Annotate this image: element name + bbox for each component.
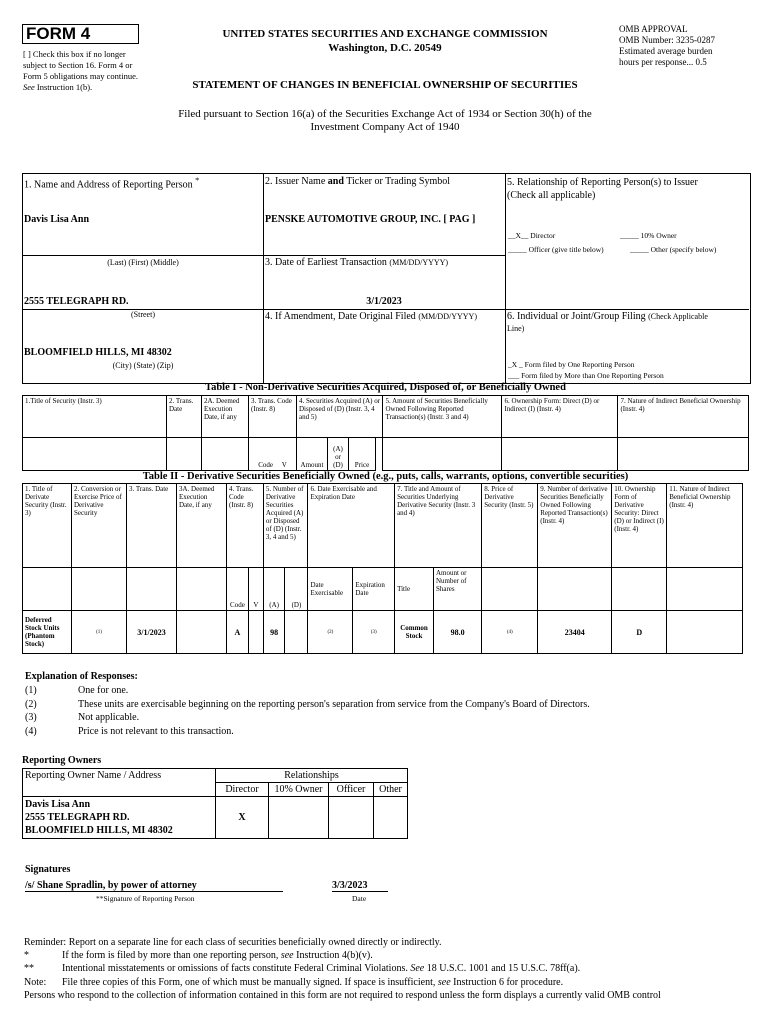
t2-col-number: 5. Number of Derivative Securities Acquired (A) or Disposed of (D) (Instr. 3, 4 and 5) bbox=[263, 484, 308, 568]
row-owned: 23404 bbox=[538, 611, 612, 654]
t1-col-nature: 7. Nature of Indirect Beneficial Ownership (Instr. 4) bbox=[618, 396, 749, 438]
omb-box bbox=[619, 24, 749, 68]
filing-opt-one: _X _ Form filed by One Reporting Person bbox=[508, 360, 635, 369]
row-security: Deferred Stock Units (Phantom Stock) bbox=[23, 611, 72, 654]
owners-col-name: Reporting Owner Name / Address bbox=[23, 769, 216, 783]
t1-col-date: 2. Trans. Date bbox=[167, 396, 202, 438]
table1: 1.Title of Security (Instr. 3) 2. Trans. Date 2A. Deemed Execution Date, if any 3. Trans. Code (Instr. 8) 4. Securities Acquired (A) or Disposed of (D) (Instr. 3, 4 and 5) 5. Amount of Securities Beneficially Owned Following Reported Transaction(s) (Instr. 3 and 4) 6. Ownership Form: Direct (D) or Indirect (I) (Instr. 4) 7. Nature of Indirect Beneficial Ownership (Instr. 4) Code V Amount (A) or (D) Price bbox=[22, 395, 749, 471]
street-hint: (Street) bbox=[131, 310, 155, 319]
owners-col-rel: Relationships bbox=[216, 769, 408, 783]
explanation-list bbox=[25, 684, 745, 738]
t2-col-title: 1. Title of Derivate Security (Instr. 3) bbox=[23, 484, 72, 568]
reminder: Reminder: Report on a separate line for each class of securities beneficially owned directly or indirectly. bbox=[24, 937, 442, 948]
row-code: A bbox=[227, 611, 249, 654]
row-title: Common Stock bbox=[395, 611, 434, 654]
table1-title: Table I - Non-Derivative Securities Acquired, Disposed of, or Beneficially Owned bbox=[205, 382, 566, 393]
row-date: 3/1/2023 bbox=[127, 611, 177, 654]
statement-title: STATEMENT OF CHANGES IN BENEFICIAL OWNERSHIP OF SECURITIES bbox=[192, 79, 578, 91]
form-title: FORM 4 bbox=[22, 24, 139, 44]
list-item: (4) Price is not relevant to this transaction. bbox=[25, 725, 234, 737]
table-row bbox=[23, 611, 743, 654]
filed-pursuant: Filed pursuant to Section 16(a) of the Securities Exchange Act of 1934 or Section 30(h) of the Investment Company Act of 1940 bbox=[178, 108, 592, 133]
t2-col-nature: 11. Nature of Indirect Beneficial Ownership (Instr. 4) bbox=[667, 484, 743, 568]
omb-hours: hours per response... 0.5 bbox=[619, 57, 707, 67]
t2-col-conv: 2. Conversion or Exercise Price of Derivative Security bbox=[72, 484, 127, 568]
t2-col-exercisable: 6. Date Exercisable and Expiration Date bbox=[308, 484, 395, 568]
t2-col-form: 10. Ownership Form of Derivative Security: Direct (D) or Indirect (I) (Instr. 4) bbox=[612, 484, 667, 568]
omb-number: OMB Number: 3235-0287 bbox=[619, 35, 715, 45]
t1-col-ownership: 6. Ownership Form: Direct (D) or Indirect (I) (Instr. 4) bbox=[502, 396, 618, 438]
signature: /s/ Shane Spradlin, by power of attorney bbox=[25, 880, 283, 892]
date-label: Date bbox=[352, 894, 367, 903]
owner-name: Davis Lisa Ann bbox=[25, 799, 91, 810]
omb-approval: OMB APPROVAL bbox=[619, 24, 688, 34]
box2-label: 2. Issuer Name and Ticker or Trading Symbol bbox=[265, 176, 451, 187]
table2: 1. Title of Derivate Security (Instr. 3) 2. Conversion or Exercise Price of Derivative Security 3. Trans. Date 3A. Deemed Execution Date, if any 4. Trans. Code (Instr. 8) 5. Number of Derivative Securities Acquired (A) or Disposed of (D) (Instr. 3, 4 and 5) 6. Date Exercisable and Expiration Date 7. Title and Amount of Securities Underlying Derivative Security (Instr. 3 and 4) 8. Price of Derivative Security (Instr. 5) 9. Number of derivative Securities Beneficially Owned Following Reported Transaction(s) (Instr. 4) 10. Ownership Form of Derivative Security: Direct (D) or Indirect (I) (Instr. 4) 11. Nature of Indirect Beneficial Ownership (Instr. 4) Code V (A) (D) Date Exercisable Expiration Date Title Amount or Number of Shares Deferred Stock Units (Phantom Stock) (1) 3/1/2023 A 98 (2) (3) Common Stock 98.0 (4) 23404 D bbox=[22, 483, 743, 654]
agency-name: UNITED STATES SECURITIES AND EXCHANGE COMMISSION bbox=[222, 28, 548, 40]
reporting-person-name: Davis Lisa Ann bbox=[24, 214, 90, 225]
omb-burden: Estimated average burden bbox=[619, 46, 713, 56]
filing-opt-more: ___ Form filed by More than One Reporting Person bbox=[508, 371, 664, 380]
row-price: (4) bbox=[482, 611, 538, 654]
t2-col-owned: 9. Number of derivative Securities Beneficially Owned Following Reported Transaction(s) (Instr. 4) bbox=[538, 484, 612, 568]
name-hint: (Last) (First) (Middle) bbox=[107, 258, 179, 267]
row-form: D bbox=[612, 611, 667, 654]
checkbox-note: [ ] Check this box if no longer subject to Section 16. Form 4 or Form 5 obligations may continue. See Instruction 1(b). bbox=[23, 49, 138, 92]
city-hint: (City) (State) (Zip) bbox=[112, 361, 174, 370]
issuer-name: PENSKE AUTOMOTIVE GROUP, INC. [ PAG ] bbox=[265, 214, 476, 225]
footer: Reminder: Report on a separate line for each class of securities beneficially owned directly or indirectly. * If the form is filed by more than one reporting person, see Instruction 4(b)(v). ** Intentional misstatements or omissions of facts constitute Federal Criminal Violations. See 18 U.S.C. 1001 and 15 U.S.C. 78ff(a). Note: File three copies of this Form, one of which must be manually signed. If space is insufficient, see Instruction 6 for procedure. Persons who respond to the collection of information contained in this form are not required to respond unless the form displays a currently valid OMB control bbox=[24, 936, 769, 1002]
box3-label: 3. Date of Earliest Transaction (MM/DD/YYYY) bbox=[265, 257, 449, 268]
rel-ten-pct: _____ 10% Owner bbox=[620, 231, 677, 240]
rel-director: __X__ Director bbox=[508, 231, 556, 240]
reporting-city: BLOOMFIELD HILLS, MI 48302 bbox=[24, 347, 172, 358]
owner-director-mark: X bbox=[216, 797, 269, 839]
signatures-heading: Signatures bbox=[25, 864, 71, 875]
persons-notice: Persons who respond to the collection of information contained in this form are not required to respond unless the form displays a currently valid OMB control bbox=[24, 989, 661, 1001]
t1-col-code: 3. Trans. Code (Instr. 8) bbox=[249, 396, 297, 438]
t2-col-deemed: 3A. Deemed Execution Date, if any bbox=[177, 484, 227, 568]
signature-label: **Signature of Reporting Person bbox=[96, 894, 195, 903]
owner-street: 2555 TELEGRAPH RD. bbox=[25, 812, 130, 823]
agency-location: Washington, D.C. 20549 bbox=[328, 42, 442, 54]
t2-col-price: 8. Price of Derivative Security (Instr. 5) bbox=[482, 484, 538, 568]
table-row bbox=[23, 797, 408, 839]
explanation-heading: Explanation of Responses: bbox=[25, 671, 138, 682]
box1-label: 1. Name and Address of Reporting Person * bbox=[24, 176, 200, 191]
owners-table: Reporting Owner Name / Address Relationships Director 10% Owner Officer Other Davis Lisa Ann 2555 TELEGRAPH RD. BLOOMFIELD HILLS, MI 48302 X bbox=[22, 768, 408, 839]
reporting-street: 2555 TELEGRAPH RD. bbox=[24, 296, 129, 307]
owners-heading: Reporting Owners bbox=[22, 755, 102, 766]
box6-label: 6. Individual or Joint/Group Filing (Check Applicable Line) bbox=[507, 311, 708, 333]
row-exp: (3) bbox=[353, 611, 395, 654]
row-a: 98 bbox=[263, 611, 285, 654]
rel-other: _____ Other (specify below) bbox=[630, 245, 717, 254]
t1-col-securities: 4. Securities Acquired (A) or Disposed of (D) (Instr. 3, 4 and 5) bbox=[297, 396, 383, 438]
rel-officer: _____ Officer (give title below) bbox=[508, 245, 604, 254]
t1-col-title: 1.Title of Security (Instr. 3) bbox=[23, 396, 167, 438]
owner-city: BLOOMFIELD HILLS, MI 48302 bbox=[25, 825, 173, 836]
box5-label: 5. Relationship of Reporting Person(s) to Issuer (Check all applicable) bbox=[507, 177, 698, 201]
box4-label: 4. If Amendment, Date Original Filed (MM/DD/YYYY) bbox=[265, 311, 477, 322]
earliest-transaction-date: 3/1/2023 bbox=[366, 296, 402, 307]
t2-col-code: 4. Trans. Code (Instr. 8) bbox=[227, 484, 264, 568]
list-item: (1) One for one. bbox=[25, 685, 129, 696]
row-date-ex: (2) bbox=[308, 611, 353, 654]
row-amount: 98.0 bbox=[433, 611, 481, 654]
t1-col-amount: 5. Amount of Securities Beneficially Owned Following Reported Transaction(s) (Instr. 3 and 4) bbox=[383, 396, 502, 438]
t1-col-deemed: 2A. Deemed Execution Date, if any bbox=[202, 396, 249, 438]
list-item: (3) Not applicable. bbox=[25, 712, 140, 723]
row-conv: (1) bbox=[72, 611, 127, 654]
list-item: (2) These units are exercisable beginning on the reporting person's separation from service from the Company's Board of Directors. bbox=[25, 698, 590, 710]
t2-col-underlying: 7. Title and Amount of Securities Underlying Derivative Security (Instr. 3 and 4) bbox=[395, 484, 482, 568]
table2-title: Table II - Derivative Securities Beneficially Owned (e.g., puts, calls, warrants, options, convertible securities) bbox=[142, 471, 629, 482]
t2-col-date: 3. Trans. Date bbox=[127, 484, 177, 568]
signature-date: 3/3/2023 bbox=[332, 880, 388, 892]
